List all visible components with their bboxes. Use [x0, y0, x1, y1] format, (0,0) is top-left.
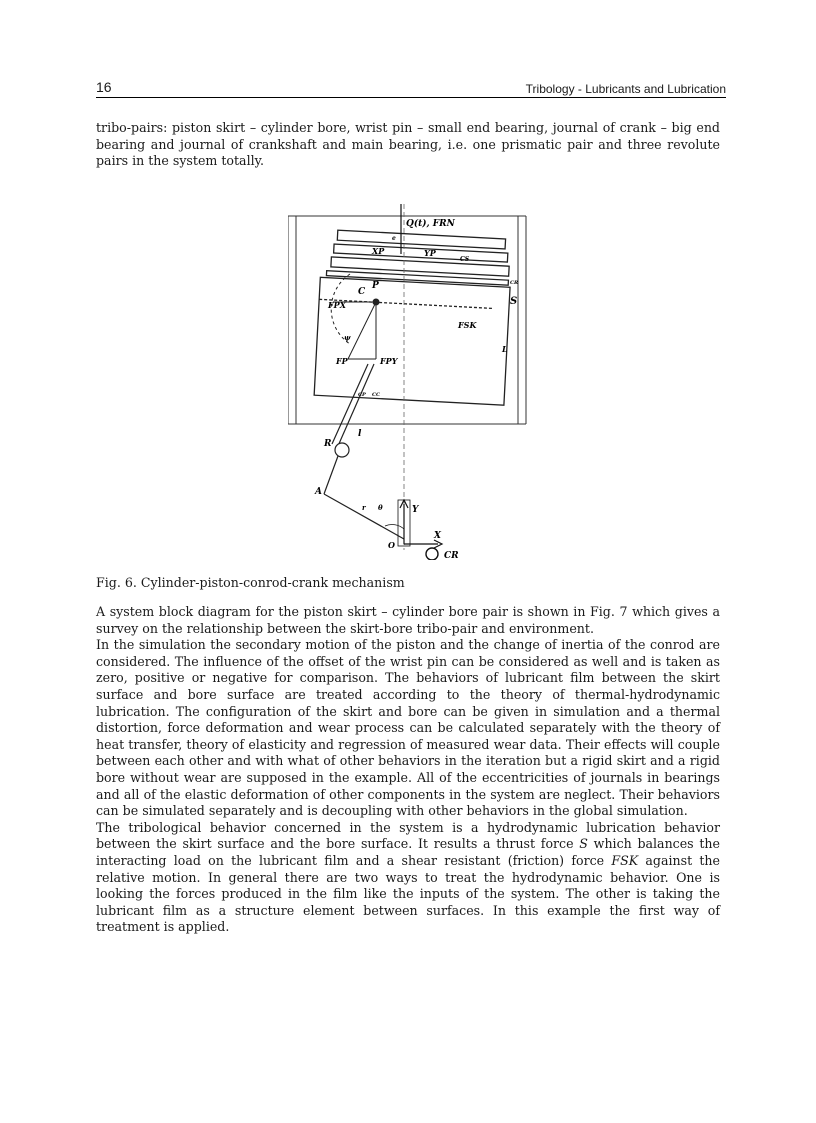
mechanism-figure	[288, 204, 528, 560]
label-s: S	[510, 296, 518, 307]
main-text	[96, 604, 720, 936]
small-end-circle	[335, 443, 349, 457]
label-cp: CP	[358, 392, 366, 398]
paragraph-1: A system block diagram for the piston skirt – cylinder bore pair is shown in Fig. 7 which gives a survey on the relationship between the skirt-bore tribo-pair and environment.	[96, 604, 720, 636]
label-xp: XP	[372, 246, 385, 256]
label-a: A	[315, 487, 322, 497]
label-r: R	[324, 439, 332, 449]
label-e: e	[392, 235, 396, 242]
label-fsk: FSK	[458, 320, 477, 330]
label-psi: ψ	[344, 333, 351, 342]
label-yp: YP	[424, 248, 436, 258]
label-fpx: FPX	[328, 300, 346, 310]
label-y: Y	[412, 505, 419, 515]
conrod	[324, 364, 404, 539]
piston-body	[314, 229, 512, 405]
label-cs: CS	[460, 256, 470, 263]
cr-circle	[426, 548, 438, 560]
paragraph-2: In the simulation the secondary motion of the piston and the change of inertia of the conrod are considered. The influence of the offset of the wrist pin can be considered as well and is taken as zero, positive or negative for comparison. The behaviors of lubricant film between the skirt surface and bore surface are treated according to the theory of thermal-hydrodynamic lubrication. The configuration of the skirt and bore can be given in simulation and a thermal distortion, force deformation and wear process can be calculated separately with the theory of heat transfer, theory of elasticity and regression of measured wear data. Their effects will couple between each other and with what of other behaviors in the iteration but a rigid skirt and a rigid bore without wear are supposed in the example. All of the eccentricities of journals in bearings and all of the elastic deformation of other components in the system are neglect. Their behaviors can be simulated separately and is decoupling with other behaviors in the global simulation.	[96, 637, 720, 819]
intro-paragraph: tribo-pairs: piston skirt – cylinder bore, wrist pin – small end bearing, journal of crank – big end bearing and journal of crankshaft and main bearing, i.e. one prismatic pair and three revolute pairs in the system totally.	[96, 120, 720, 169]
running-title: Tribology - Lubricants and Lubrication	[525, 82, 726, 96]
figure-caption: Fig. 6. Cylinder-piston-conrod-crank mechanism	[96, 575, 405, 590]
page-number: 16	[96, 79, 112, 95]
p3-part-a: The tribological behavior concerned in the system is a hydrodynamic lubrication behavior between the skirt surface and the bore surface. It results a thrust force	[96, 819, 720, 852]
page-header	[96, 79, 726, 98]
label-fp: FP	[336, 356, 348, 366]
label-x: X	[434, 531, 441, 541]
paragraph-3	[96, 820, 720, 936]
label-l-rod: l	[358, 429, 362, 439]
p3-symbol-s: S	[579, 836, 588, 852]
label-r-crank: r	[362, 503, 366, 512]
p3-part-c: against the relative motion. In general there are two ways to treat the hydrodynamic behavior. One is looking the forces produced in the film like the inputs of the system. The other is taking the lubricant film as a structure element between surfaces. In this example the first way of treatment is applied.	[96, 852, 720, 935]
label-cr-small: CR	[510, 280, 519, 286]
label-l-upper: L	[502, 344, 508, 354]
label-fpy: FPY	[380, 356, 398, 366]
label-q: Q(t), FRN	[406, 219, 455, 229]
label-o: O	[388, 540, 395, 550]
label-p: P	[372, 281, 379, 291]
label-cc: CC	[372, 392, 380, 398]
label-theta: θ	[378, 503, 383, 512]
label-c: C	[358, 287, 366, 297]
p3-symbol-fsk: FSK	[611, 852, 639, 868]
p3-part-b: which balances the interacting load on the lubricant film and a shear resistant (friction) force	[96, 836, 720, 868]
label-cr: CR	[444, 551, 459, 560]
